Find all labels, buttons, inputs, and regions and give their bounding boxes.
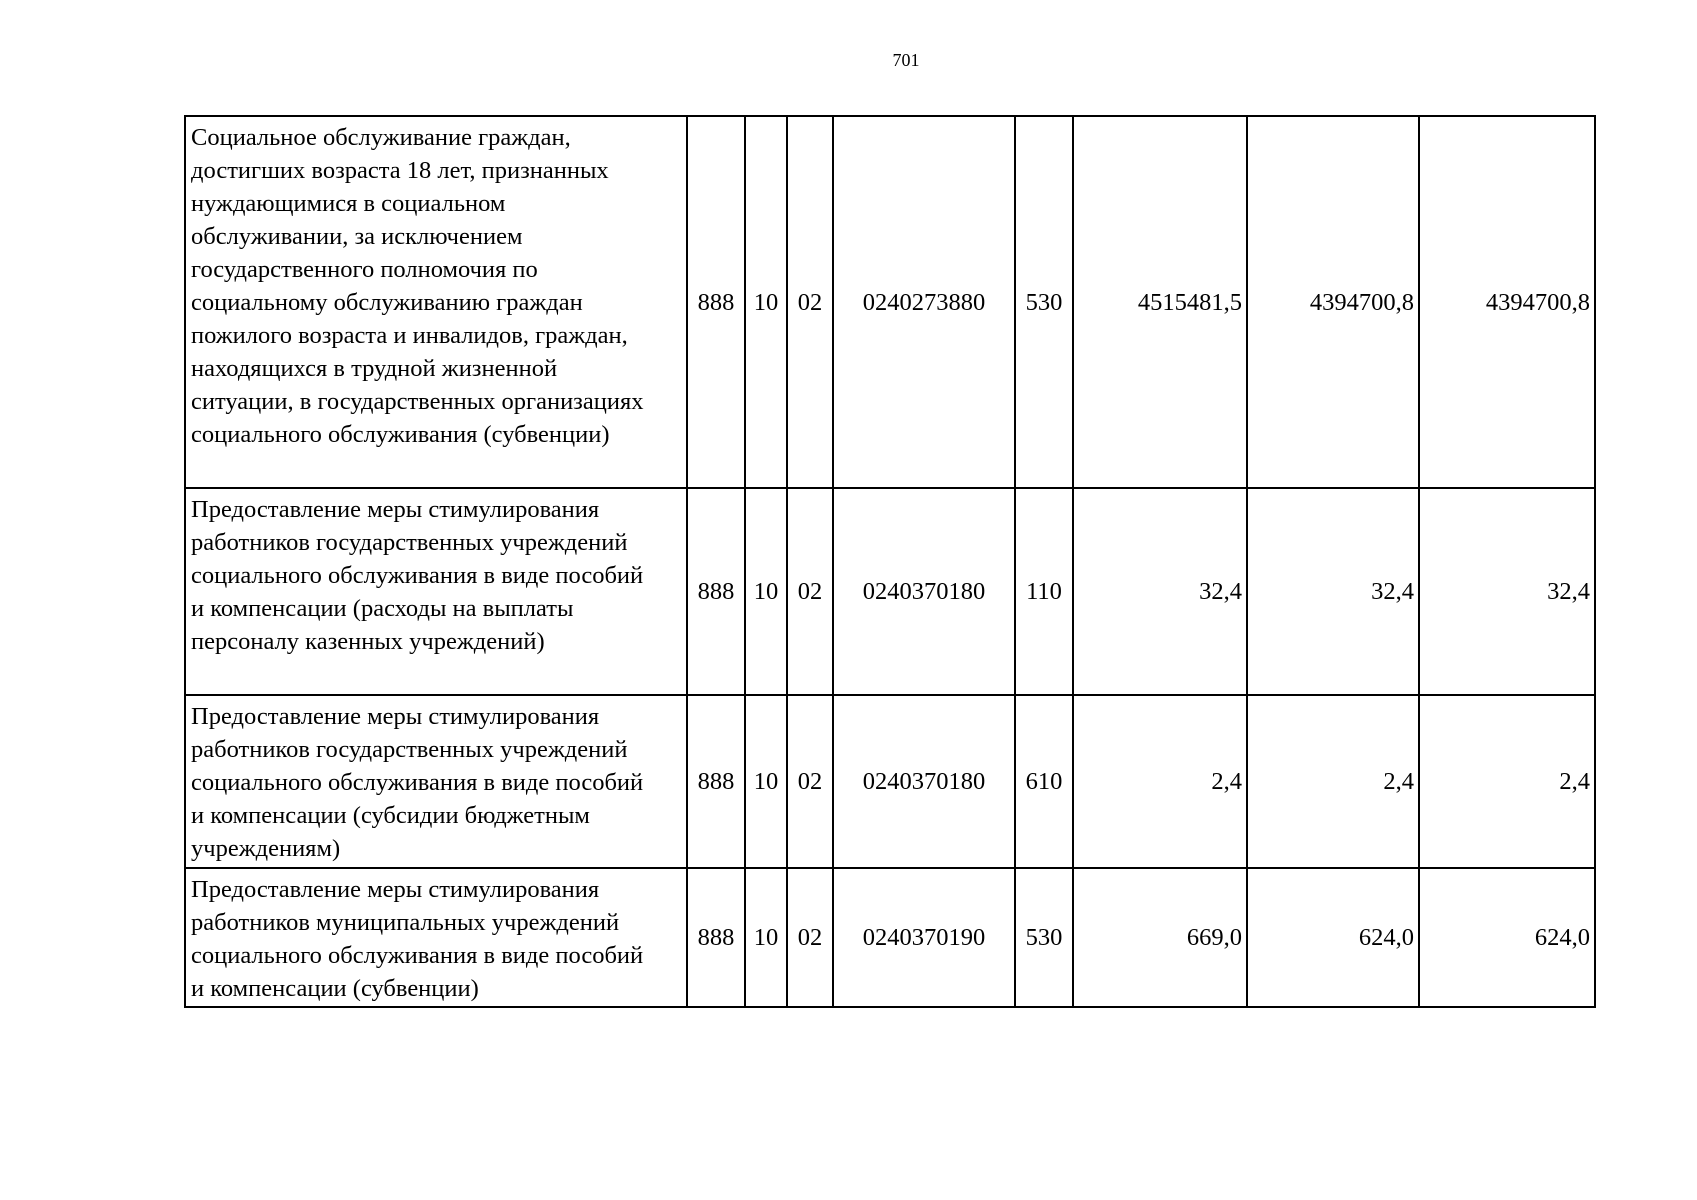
amount-year-2: 4394700,8 [1247, 116, 1419, 488]
target-article-code: 0240273880 [833, 116, 1015, 488]
subsection-code: 02 [787, 868, 833, 1007]
expense-type-code: 110 [1015, 488, 1073, 695]
page-number: 701 [892, 50, 920, 70]
ministry-code: 888 [687, 488, 745, 695]
table-row [185, 868, 1595, 1007]
target-article-code: 0240370180 [833, 488, 1015, 695]
section-code: 10 [745, 868, 787, 1007]
target-article-code: 0240370190 [833, 868, 1015, 1007]
amount-year-3: 2,4 [1419, 695, 1595, 868]
amount-year-2: 32,4 [1247, 488, 1419, 695]
amount-year-2: 624,0 [1247, 868, 1419, 1007]
amount-year-2: 2,4 [1247, 695, 1419, 868]
budget-table [184, 115, 1596, 1008]
ministry-code: 888 [687, 116, 745, 488]
section-code: 10 [745, 116, 787, 488]
subsection-code: 02 [787, 695, 833, 868]
target-article-code: 0240370180 [833, 695, 1015, 868]
section-code: 10 [745, 488, 787, 695]
amount-year-3: 32,4 [1419, 488, 1595, 695]
amount-year-1: 669,0 [1073, 868, 1247, 1007]
subsection-code: 02 [787, 488, 833, 695]
expense-type-code: 610 [1015, 695, 1073, 868]
expense-description: Предоставление меры стимулирования работников государственных учреждений социального обслуживания в виде пособий и компенсации (расходы на выплаты персоналу казенных учреждений) [185, 488, 687, 695]
expense-description: Предоставление меры стимулирования работников муниципальных учреждений социального обслуживания в виде пособий и компенсации (субвенции) [185, 868, 687, 1007]
expense-description: Социальное обслуживание граждан, достигших возраста 18 лет, признанных нуждающимися в социальном обслуживании, за исключением государственного полномочия по социальному обслуживанию граждан пожилого возраста и инвалидов, граждан, находящихся в трудной жизненной ситуации, в государственных организациях социального обслуживания (субвенции) [185, 116, 687, 488]
expense-type-code: 530 [1015, 116, 1073, 488]
table-row [185, 695, 1595, 868]
amount-year-1: 4515481,5 [1073, 116, 1247, 488]
expense-description: Предоставление меры стимулирования работников государственных учреждений социального обслуживания в виде пособий и компенсации (субсидии бюджетным учреждениям) [185, 695, 687, 868]
amount-year-1: 2,4 [1073, 695, 1247, 868]
expense-type-code: 530 [1015, 868, 1073, 1007]
ministry-code: 888 [687, 695, 745, 868]
section-code: 10 [745, 695, 787, 868]
table-row [185, 116, 1595, 488]
table-row [185, 488, 1595, 695]
amount-year-1: 32,4 [1073, 488, 1247, 695]
amount-year-3: 4394700,8 [1419, 116, 1595, 488]
amount-year-3: 624,0 [1419, 868, 1595, 1007]
subsection-code: 02 [787, 116, 833, 488]
ministry-code: 888 [687, 868, 745, 1007]
